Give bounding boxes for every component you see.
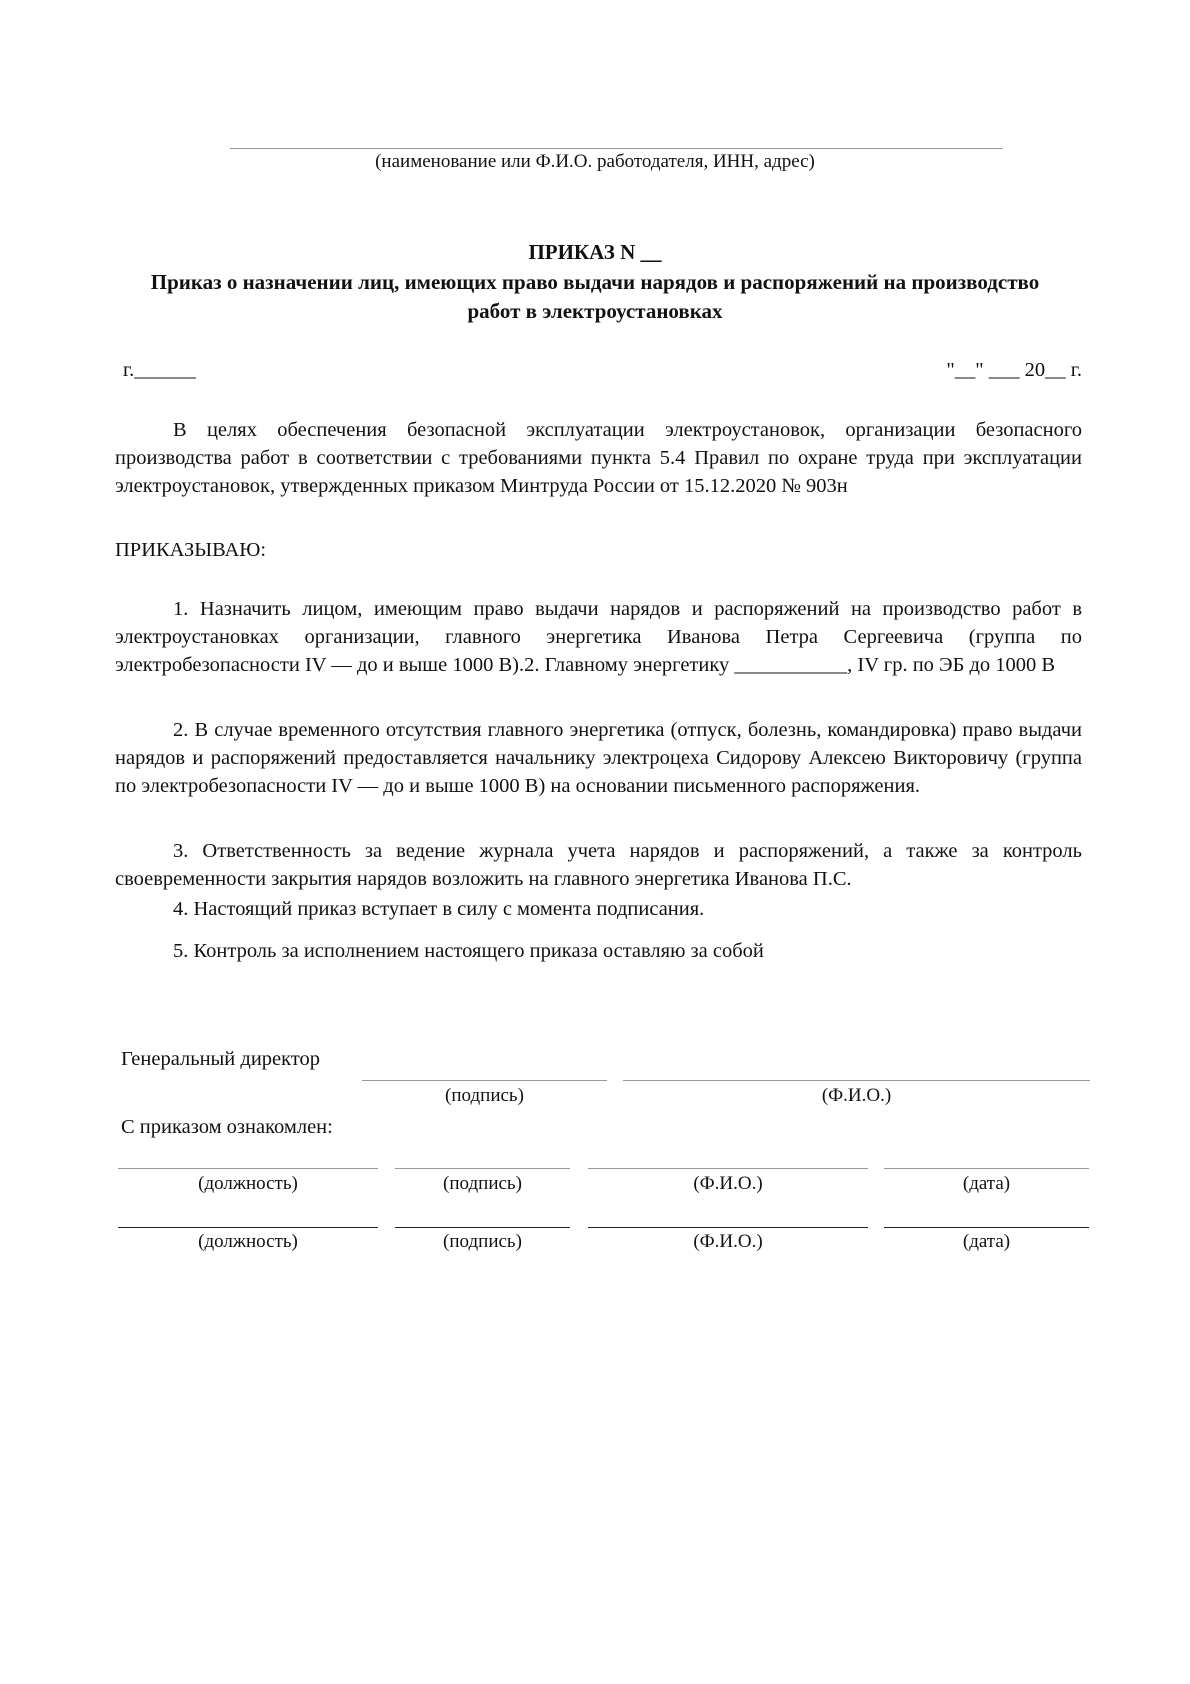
employer-caption: (наименование или Ф.И.О. работодателя, ИНН, адрес) xyxy=(375,151,815,172)
ack-row2-name-line xyxy=(588,1227,868,1228)
director-name-caption: (Ф.И.О.) xyxy=(821,1085,892,1106)
order-subtitle-line2: работ в электроустановках xyxy=(467,299,723,323)
order-item-1: 1. Назначить лицом, имеющим право выдачи нарядов и распоряжений на производство работ в электроустановках организации, главного энергетика Иванова Петра Сергеевича (группа по электробезопасности IV — до и выше 1000 В).2. Главному энергетику ___________, IV гр. по ЭБ до 1000 В xyxy=(115,598,1082,676)
order-subtitle-line1: Приказ о назначении лиц, имеющих право выдачи нарядов и распоряжений на производство xyxy=(150,270,1040,294)
director-signature-line xyxy=(362,1080,607,1081)
ack-row1-position-caption: (должность) xyxy=(198,1173,298,1194)
order-city: г.______ xyxy=(123,359,196,381)
ack-row1-date-line xyxy=(884,1168,1089,1169)
ack-row1-name-caption: (Ф.И.О.) xyxy=(693,1173,763,1194)
ack-row2-date-line xyxy=(884,1227,1089,1228)
ack-row2-signature-line xyxy=(395,1227,570,1228)
preamble-text: В целях обеспечения безопасной эксплуатации электроустановок, организации безопасного производства работ в соответствии с требованиями пункта 5.4 Правил по охране труда при эксплуатации электроустановок, утвержденных приказом Минтруда России от 15.12.2020 № 903н xyxy=(115,419,1082,497)
ack-row1-position-line xyxy=(118,1168,378,1169)
ack-row2-date-caption: (дата) xyxy=(962,1231,1011,1252)
ack-row1-signature-line xyxy=(395,1168,570,1169)
order-item-3: 3. Ответственность за ведение журнала учета нарядов и распоряжений, а также за контроль своевременности закрытия нарядов возложить на главного энергетика Иванова П.С. xyxy=(115,840,1082,890)
order-word: ПРИКАЗЫВАЮ: xyxy=(115,539,267,561)
order-date: "__" ___ 20__ г. xyxy=(946,359,1082,381)
order-number: ПРИКАЗ N __ xyxy=(528,240,662,264)
ack-row2-name-caption: (Ф.И.О.) xyxy=(693,1231,763,1252)
ack-row1-date-caption: (дата) xyxy=(962,1173,1011,1194)
director-signature-caption: (подпись) xyxy=(445,1085,524,1106)
order-item-2: 2. В случае временного отсутствия главного энергетика (отпуск, болезнь, командировка) право выдачи нарядов и распоряжений предоставляется начальнику электроцеха Сидорову Алексею Викторовичу (группа по электробезопасности IV — до и выше 1000 В) на основании письменного распоряжения. xyxy=(115,719,1082,797)
ack-row2-position-line xyxy=(118,1227,378,1228)
acquaintance-label: С приказом ознакомлен: xyxy=(121,1116,333,1138)
ack-row1-signature-caption: (подпись) xyxy=(443,1173,522,1194)
order-item-5: 5. Контроль за исполнением настоящего приказа оставляю за собой xyxy=(173,940,764,962)
ack-row2-position-caption: (должность) xyxy=(198,1231,298,1252)
employer-line xyxy=(230,148,1003,149)
ack-row2-signature-caption: (подпись) xyxy=(443,1231,522,1252)
director-name-line xyxy=(623,1080,1090,1081)
order-item-4: 4. Настоящий приказ вступает в силу с момента подписания. xyxy=(173,898,705,920)
ack-row1-name-line xyxy=(588,1168,868,1169)
director-label: Генеральный директор xyxy=(121,1048,321,1070)
